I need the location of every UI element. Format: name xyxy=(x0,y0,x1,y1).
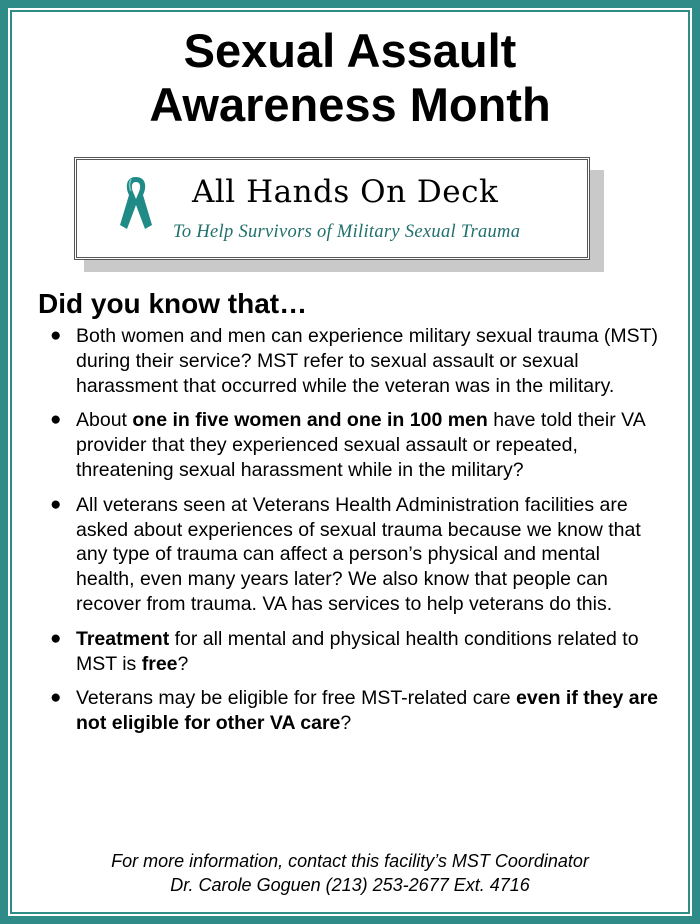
fact-list xyxy=(50,324,662,746)
title-line-1: Sexual Assault xyxy=(183,24,517,77)
list-item xyxy=(50,627,662,677)
list-item-text-bold: Treatment xyxy=(76,627,170,650)
awareness-ribbon-icon xyxy=(117,175,155,233)
banner-subtitle: To Help Survivors of Military Sexual Trauma xyxy=(173,222,521,242)
list-item-text-post: have told their VA provider that they experienced sexual assault or repeated, threatening sexual harassment while in the military? xyxy=(76,409,645,481)
list-item-text: Both women and men can experience military sexual trauma (MST) during their service? MST refer to sexual assault or sexual harassment that occurred while the veteran was in the military. xyxy=(76,325,658,397)
list-item-text-bold: one in five women and one in 100 men xyxy=(132,409,488,432)
bullet-icon: ● xyxy=(50,493,62,515)
list-item xyxy=(50,408,662,482)
section-heading: Did you know that… xyxy=(38,288,308,319)
list-item-text-post: ? xyxy=(340,712,352,735)
footer xyxy=(0,849,700,897)
list-item xyxy=(50,686,662,736)
list-item-text-bold: even if they are not eligible for other VA care xyxy=(76,687,659,735)
list-item-text-post: ? xyxy=(177,652,189,675)
bullet-icon: ● xyxy=(50,325,62,346)
title-line-2: Awareness Month xyxy=(149,78,551,131)
banner-title: All Hands On Deck xyxy=(192,174,499,210)
bullet-icon: ● xyxy=(50,627,62,649)
footer-line-2: Dr. Carole Goguen (213) 253-2677 Ext. 4716 xyxy=(170,875,530,895)
bullet-icon: ● xyxy=(50,409,62,431)
list-item xyxy=(50,324,662,398)
list-item-text-pre: About xyxy=(76,409,133,432)
list-item-text-bold: free xyxy=(141,652,178,675)
footer-line-1: For more information, contact this facility’s MST Coordinator xyxy=(111,851,589,871)
list-item-text-mid: for all mental and physical health conditions related to MST is xyxy=(76,627,639,675)
list-item xyxy=(50,493,662,617)
bullet-icon: ● xyxy=(50,687,62,709)
banner xyxy=(74,157,590,260)
list-item-text: All veterans seen at Veterans Health Administration facilities are asked about experiences of sexual trauma because we know that any type of trauma can affect a person’s physical and mental health, even many years later? We also know that people can recover from trauma. VA has services to help veterans do this. xyxy=(76,493,641,615)
list-item-text-pre: Veterans may be eligible for free MST-related care xyxy=(76,687,517,710)
page-title xyxy=(0,24,700,132)
